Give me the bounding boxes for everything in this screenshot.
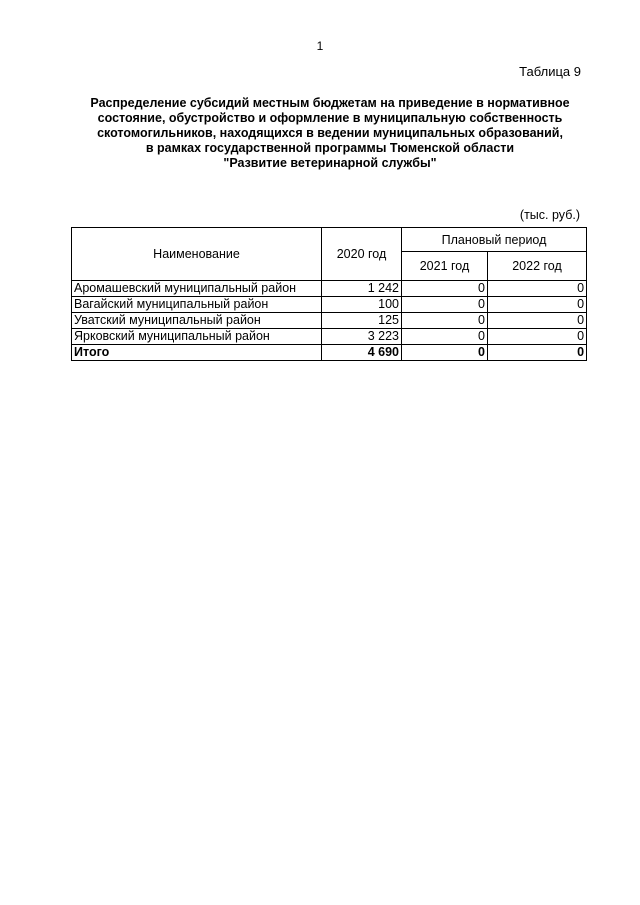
total-value-2020: 4 690	[322, 345, 402, 361]
subsidy-table	[71, 227, 587, 361]
units-label: (тыс. руб.)	[519, 208, 580, 222]
row-value-2020: 1 242	[322, 281, 402, 297]
total-row	[72, 345, 587, 361]
header-2022: 2022 год	[488, 252, 587, 281]
total-value-2021: 0	[402, 345, 488, 361]
row-name: Уватский муниципальный район	[72, 313, 322, 329]
table-row	[72, 281, 587, 297]
row-value-2020: 125	[322, 313, 402, 329]
total-value-2022: 0	[488, 345, 587, 361]
table-row	[72, 329, 587, 345]
title-line: состояние, обустройство и оформление в муниципальную собственность	[97, 111, 563, 125]
row-value-2022: 0	[488, 329, 587, 345]
table-row	[72, 297, 587, 313]
row-name: Аромашевский муниципальный район	[72, 281, 322, 297]
row-value-2021: 0	[402, 329, 488, 345]
row-value-2020: 3 223	[322, 329, 402, 345]
title-line: "Развитие ветеринарной службы"	[223, 156, 437, 170]
title-line: скотомогильников, находящихся в ведении муниципальных образований,	[97, 126, 563, 140]
page-number: 1	[316, 39, 324, 53]
row-value-2022: 0	[488, 297, 587, 313]
row-value-2022: 0	[488, 313, 587, 329]
row-value-2021: 0	[402, 313, 488, 329]
title-line: Распределение субсидий местным бюджетам на приведение в нормативное	[90, 96, 570, 110]
document-title	[60, 96, 600, 171]
row-value-2021: 0	[402, 297, 488, 313]
row-value-2020: 100	[322, 297, 402, 313]
row-name: Вагайский муниципальный район	[72, 297, 322, 313]
table-row	[72, 313, 587, 329]
header-2021: 2021 год	[402, 252, 488, 281]
table-label: Таблица 9	[519, 64, 581, 79]
row-name: Ярковский муниципальный район	[72, 329, 322, 345]
header-2020: 2020 год	[322, 228, 402, 281]
row-value-2021: 0	[402, 281, 488, 297]
total-name: Итого	[72, 345, 322, 361]
title-line: в рамках государственной программы Тюменской области	[145, 141, 515, 155]
header-name: Наименование	[72, 228, 322, 281]
row-value-2022: 0	[488, 281, 587, 297]
header-planning-period: Плановый период	[402, 228, 587, 252]
